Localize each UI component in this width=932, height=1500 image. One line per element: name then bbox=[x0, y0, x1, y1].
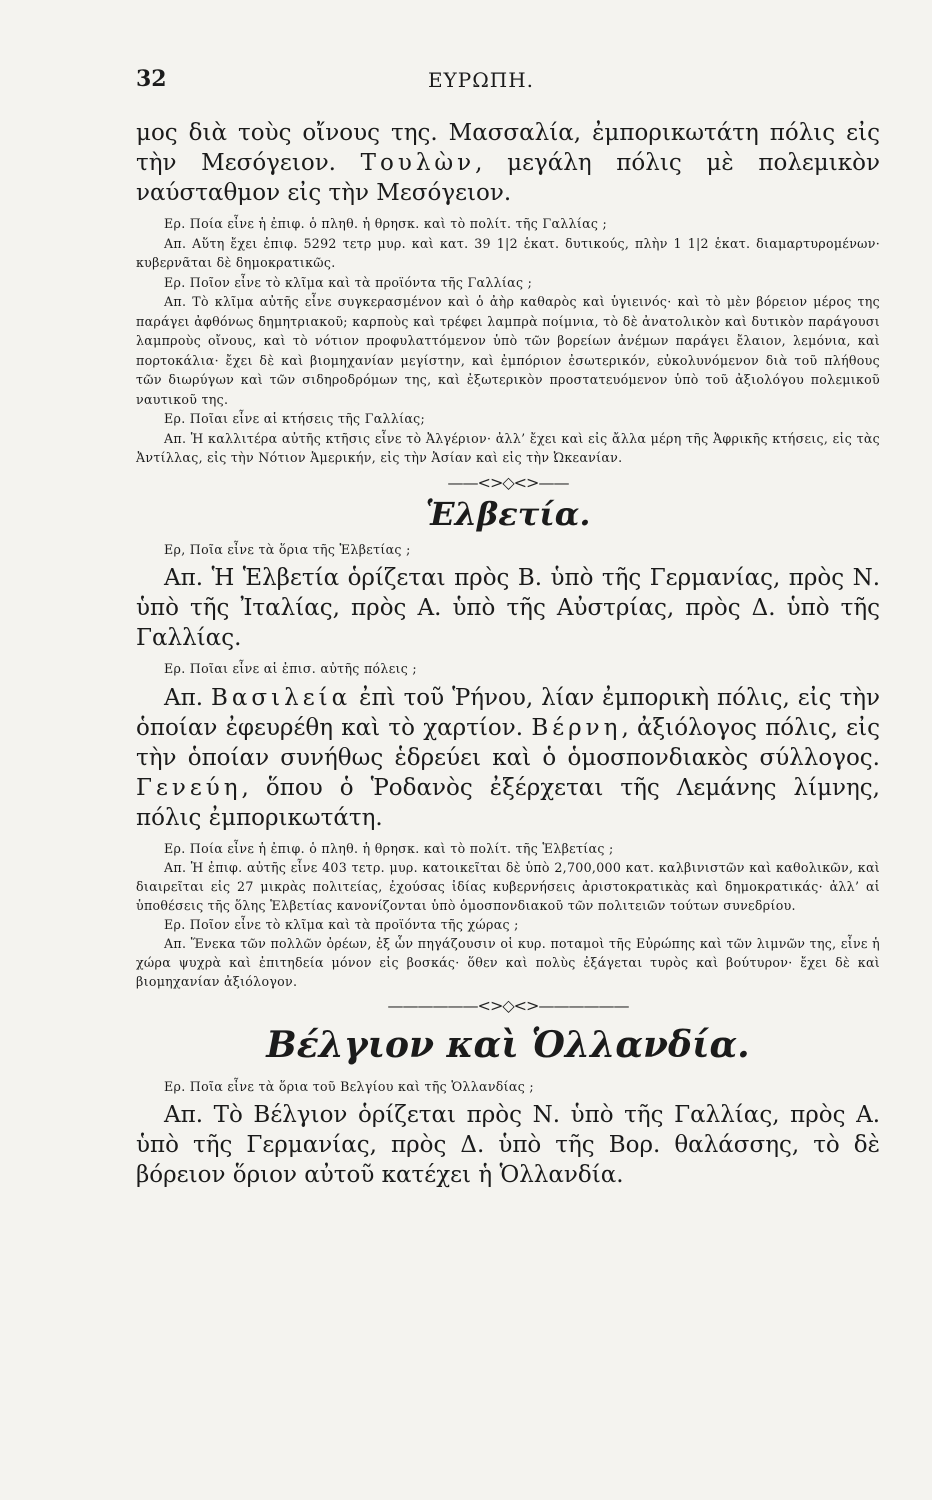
switzerland-question-cities: Ερ. Ποῖαι εἶνε αἱ ἐπισ. αὐτῆς πόλεις ; bbox=[164, 661, 417, 676]
france-line-1-rest: , ἐμπορικωτάτη πόλις bbox=[573, 120, 836, 146]
switzerland-question-borders: Ερ, Ποῖα εἶνε τὰ ὅρια τῆς Ἑλβετίας ; bbox=[164, 541, 411, 557]
section-title-switzerland: Ἑλβετία. bbox=[425, 494, 591, 533]
france-question-possessions: Ερ. Ποῖαι εἶνε αἱ κτήσεις τῆς Γαλλίας; bbox=[164, 411, 426, 426]
running-title: ΕΥΡΩΠΗ. bbox=[427, 68, 535, 92]
france-answer-possessions: Απ. Ἡ καλλιτέρα αὐτῆς κτῆσις εἶνε τὸ Ἀλγέριον· ἀλλ’ ἔχει καὶ εἰς ἄλλα μέρη τῆς Ἀφρικῆς κτήσεις, εἰς τὰς Ἀντίλλας, εἰς τὴν Νότιον Ἀμερικήν, εἰς τὴν Ἀσίαν καὶ εἰς τὴν Ὠκεανίαν. bbox=[136, 430, 880, 465]
switzerland-answer-area: Απ. Ἡ ἐπιφ. αὐτῆς εἶνε 403 τετρ. μυρ. κατοικεῖται δὲ ὑπὸ 2,700,000 κατ. καλβινιστῶν καὶ καθολικῶν, καὶ διαιρεῖται εἰς 27 μικρὰς πολιτείας, ἐχούσας ἰδίας κυβερνήσεις ἀριστοκρατικὰς καὶ δημοκρατικάς· ἀλλ’ αἱ ὑποθέσεις τῆς ὅλης Ἑλβετίας κανονίζονται ὑπὸ ὁμοσπονδιακοῦ τῶν πολιτειῶν τούτων συνεδρίου. bbox=[136, 859, 880, 913]
basel-text: ἐπὶ τοῦ Ῥήνου, λίαν ἐμπορικὴ πόλις, εἰς τὴν ὁποίαν ἐφευρέθη καὶ τὸ χαρτίον. bbox=[136, 684, 880, 741]
city-toulon: Τουλὼν bbox=[360, 150, 476, 176]
page-content bbox=[136, 118, 880, 1190]
switzerland-question-climate: Ερ. Ποῖον εἶνε τὸ κλῖμα καὶ τὰ προϊόντα τῆς χώρας ; bbox=[164, 916, 519, 932]
switzerland-answer-cities bbox=[136, 683, 880, 833]
answer-prefix: Απ. bbox=[164, 684, 211, 711]
france-cities-text bbox=[136, 118, 880, 208]
france-line-2: εἰς τὴν Μεσόγειον. bbox=[136, 120, 880, 176]
belgium-question-borders: Ερ. Ποῖα εἶνε τὰ ὅρια τοῦ Βελγίου καὶ τῆς Ὁλλανδίας ; bbox=[164, 1078, 534, 1094]
france-question-climate: Ερ. Ποῖον εἶνε τὸ κλῖμα καὶ τὰ προϊόντα τῆς Γαλλίας ; bbox=[164, 274, 533, 290]
france-line-2-rest: , μεγάλη πόλις μὲ πολεμικὸν bbox=[475, 150, 880, 176]
france-answer-climate: Απ. Τὸ κλῖμα αὐτῆς εἶνε συγκερασμένον καὶ ὁ ἀὴρ καθαρὸς καὶ ὑγιεινός· καὶ τὸ μὲν βόρειον μέρος της παράγει ἀφθόνως δημητριακοῦ; καρποὺς καὶ τρέφει λαμπρὰ ποίμνια, τὸ δὲ ἀνατολικὸν καὶ δυτικὸν παράγουσι λαμπροὺς οἴνους, καὶ τὸ νότιον προφυλαττόμενον ὑπὸ τῶν βορείων ἀνέμων παράγει ἔλαιον, λεμόνια, καὶ πορτοκάλια· ἔχει δὲ καὶ βιομηχανίαν μεγίστην, καὶ ἐμπόριον ἐσωτερικόν, εὐκολυνόμενον διὰ τοῦ πλήθους τῶν διωρύγων καὶ τῶν σιδηροδρόμων της, καὶ ἐξωτερικὸν προστατευόμενον ὑπὸ τοῦ ἀξιολόγου πολεμικοῦ ναυτικοῦ της. bbox=[136, 294, 880, 407]
france-line-1: μος διὰ τοὺς οἴνους της. bbox=[136, 120, 449, 146]
page-number: 32 bbox=[136, 66, 167, 92]
section-divider-1: ——<>◇<>—— bbox=[447, 472, 569, 492]
belgium-answer-borders: Απ. Τὸ Βέλγιον ὁρίζεται πρὸς Ν. ὑπὸ τῆς Γαλλίας, πρὸς Α. ὑπὸ τῆς Γερμανίας, πρὸς Δ. ὑπὸ τῆς Βορ. θαλάσσης, τὸ δὲ βόρειον ὅριον αὐτοῦ κατέχει ἡ Ὁλλανδία. bbox=[136, 1102, 880, 1188]
switzerland-answer-climate: Απ. Ἕνεκα τῶν πολλῶν ὀρέων, ἐξ ὧν πηγάζουσιν οἱ κυρ. ποταμοὶ τῆς Εὐρώπης καὶ τῶν λιμνῶν της, εἶνε ἡ χώρα ψυχρὰ καὶ ἐπιτηδεία μόνον εἰς βοσκάς· ὅθεν καὶ πολὺς ἐξάγεται τυρὸς καὶ βούτυρον· ἔχει δὲ καὶ βιομηχανίαν ἀξιόλογον. bbox=[136, 935, 880, 989]
switzerland-question-area: Ερ. Ποία εἶνε ἡ ἐπιφ. ὁ πληθ. ἡ θρησκ. καὶ τὸ πολίτ. τῆς Ἑλβετίας ; bbox=[164, 840, 614, 856]
geneva-text: , ὅπου ὁ Ῥοδανὸς ἐξέρχεται τῆς Λεμάνης λίμνης, πόλις ἐμπορικωτάτη. bbox=[136, 774, 880, 831]
section-divider-2: ——————<>◇<>—————— bbox=[387, 995, 629, 1015]
page-header bbox=[136, 66, 826, 106]
france-question-area: Ερ. Ποία εἶνε ἡ ἐπιφ. ὁ πληθ. ἡ θρησκ. καὶ τὸ πολίτ. τῆς Γαλλίας ; bbox=[164, 216, 608, 231]
city-bern: Βέρνη bbox=[531, 714, 622, 741]
france-answer-area: Απ. Αὕτη ἔχει ἐπιφ. 5292 τετρ μυρ. καὶ κατ. 39 1|2 ἑκατ. δυτικούς, πλὴν 1 1|2 ἑκατ. διαμαρτυρομένων· κυβερνᾶται δὲ δημοκρατικῶς. bbox=[136, 235, 880, 270]
switzerland-answer-borders: Απ. Ἡ Ἑλβετία ὁρίζεται πρὸς Β. ὑπὸ τῆς Γερμανίας, πρὸς Ν. ὑπὸ τῆς Ἰταλίας, πρὸς Α. ὑπὸ τῆς Αὐστρίας, πρὸς Δ. ὑπὸ τῆς Γαλλίας. bbox=[136, 565, 880, 651]
city-marseille: Μασσαλία bbox=[448, 120, 574, 146]
bern-text: , ἀξιόλογος πόλις, εἰς τὴν ὁποίαν συνήθως ἑδρεύει καὶ ὁ ὁμοσπονδιακὸς σύλλογος. bbox=[136, 714, 880, 771]
section-title-belgium-netherlands: Βέλγιον καὶ Ὁλλανδία. bbox=[266, 1023, 750, 1066]
city-geneva: Γενεύη bbox=[136, 774, 242, 801]
france-line-3: ναύσταθμον εἰς τὴν Μεσόγειον. bbox=[136, 180, 512, 206]
city-basel: Βασιλεία bbox=[211, 684, 352, 711]
